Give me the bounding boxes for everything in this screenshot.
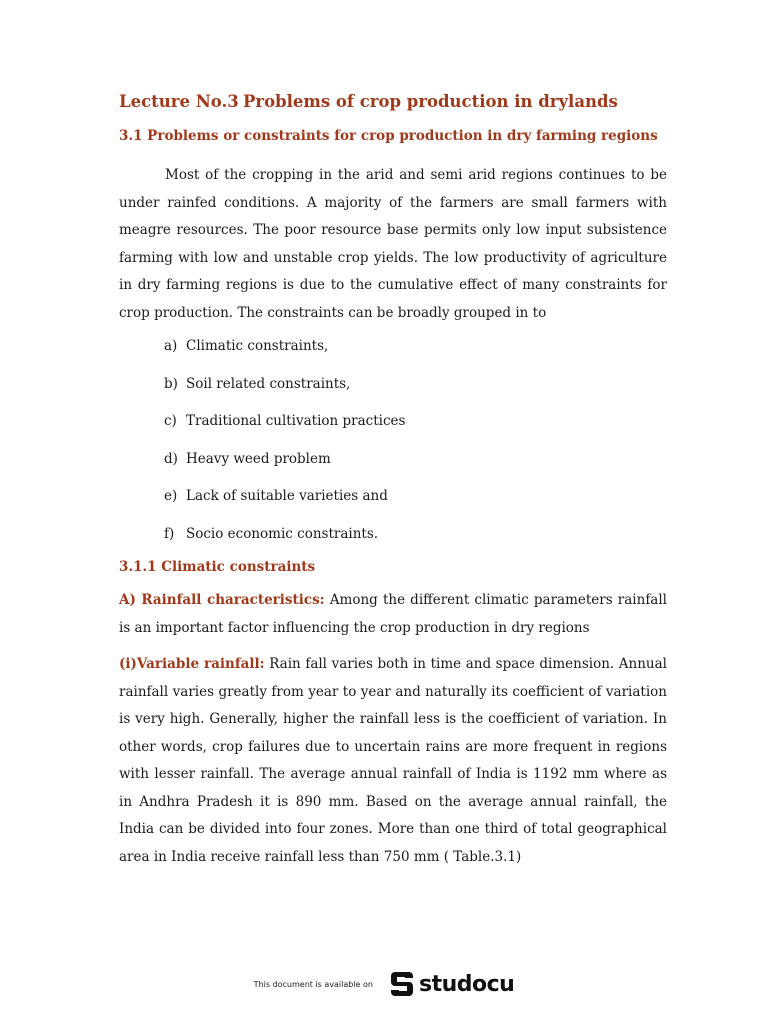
lecture-number: Lecture No.3 xyxy=(119,92,239,111)
list-item: c) Traditional cultivation practices xyxy=(164,413,406,429)
section-heading-3-1-1: 3.1.1 Climatic constraints xyxy=(119,559,316,575)
list-item: e) Lack of suitable varieties and xyxy=(164,488,388,504)
section-heading-3-1: 3.1 Problems or constraints for crop production in dry farming regions xyxy=(119,128,658,144)
studocu-brand-name: studocu xyxy=(419,971,515,997)
studocu-link[interactable] xyxy=(387,968,514,1000)
list-item: b) Soil related constraints, xyxy=(164,375,351,392)
document-page xyxy=(119,92,667,880)
lecture-topic: Problems of crop production in drylands xyxy=(243,92,618,111)
rainfall-paragraph xyxy=(119,587,667,642)
studocu-logo-icon xyxy=(387,968,417,1000)
rainfall-text: Among the different climatic parameters rainfall is an important factor influencing the crop production in dry regions xyxy=(119,592,667,636)
rainfall-lead: A) Rainfall characteristics: xyxy=(119,592,325,608)
constraints-list xyxy=(119,336,667,544)
footer xyxy=(0,968,768,1000)
variable-rainfall-lead: (i)Variable rainfall: xyxy=(119,656,265,672)
list-item: f) Socio economic constraints. xyxy=(164,525,379,542)
lecture-title xyxy=(119,92,667,111)
list-item: d) Heavy weed problem xyxy=(164,450,331,467)
list-item: a) Climatic constraints, xyxy=(164,338,329,354)
footer-note: This document is available on xyxy=(253,979,373,989)
variable-rainfall-text: Rain fall varies both in time and space dimension. Annual rainfall varies greatly from year to year and naturally its coefficient of variation is very high. Generally, higher the rainfall less is the coefficient of variation. In other words, crop failures due to uncertain rains are more frequent in regions with lesser rainfall. The average annual rainfall of India is 1192 mm where as in Andhra Pradesh it is 890 mm. Based on the average annual rainfall, the India can be divided into four zones. More than one third of total geographical area in India receive rainfall less than 750 mm ( Table.3.1) xyxy=(119,656,667,865)
intro-paragraph: Most of the cropping in the arid and semi arid regions continues to be under rainfed conditions. A majority of the farmers are small farmers with meagre resources. The poor resource base permits only low input subsistence farming with low and unstable crop yields. The low productivity of agriculture in dry farming regions is due to the cumulative effect of many constraints for crop production. The constraints can be broadly grouped in to xyxy=(119,167,667,321)
variable-rainfall-paragraph xyxy=(119,651,667,871)
